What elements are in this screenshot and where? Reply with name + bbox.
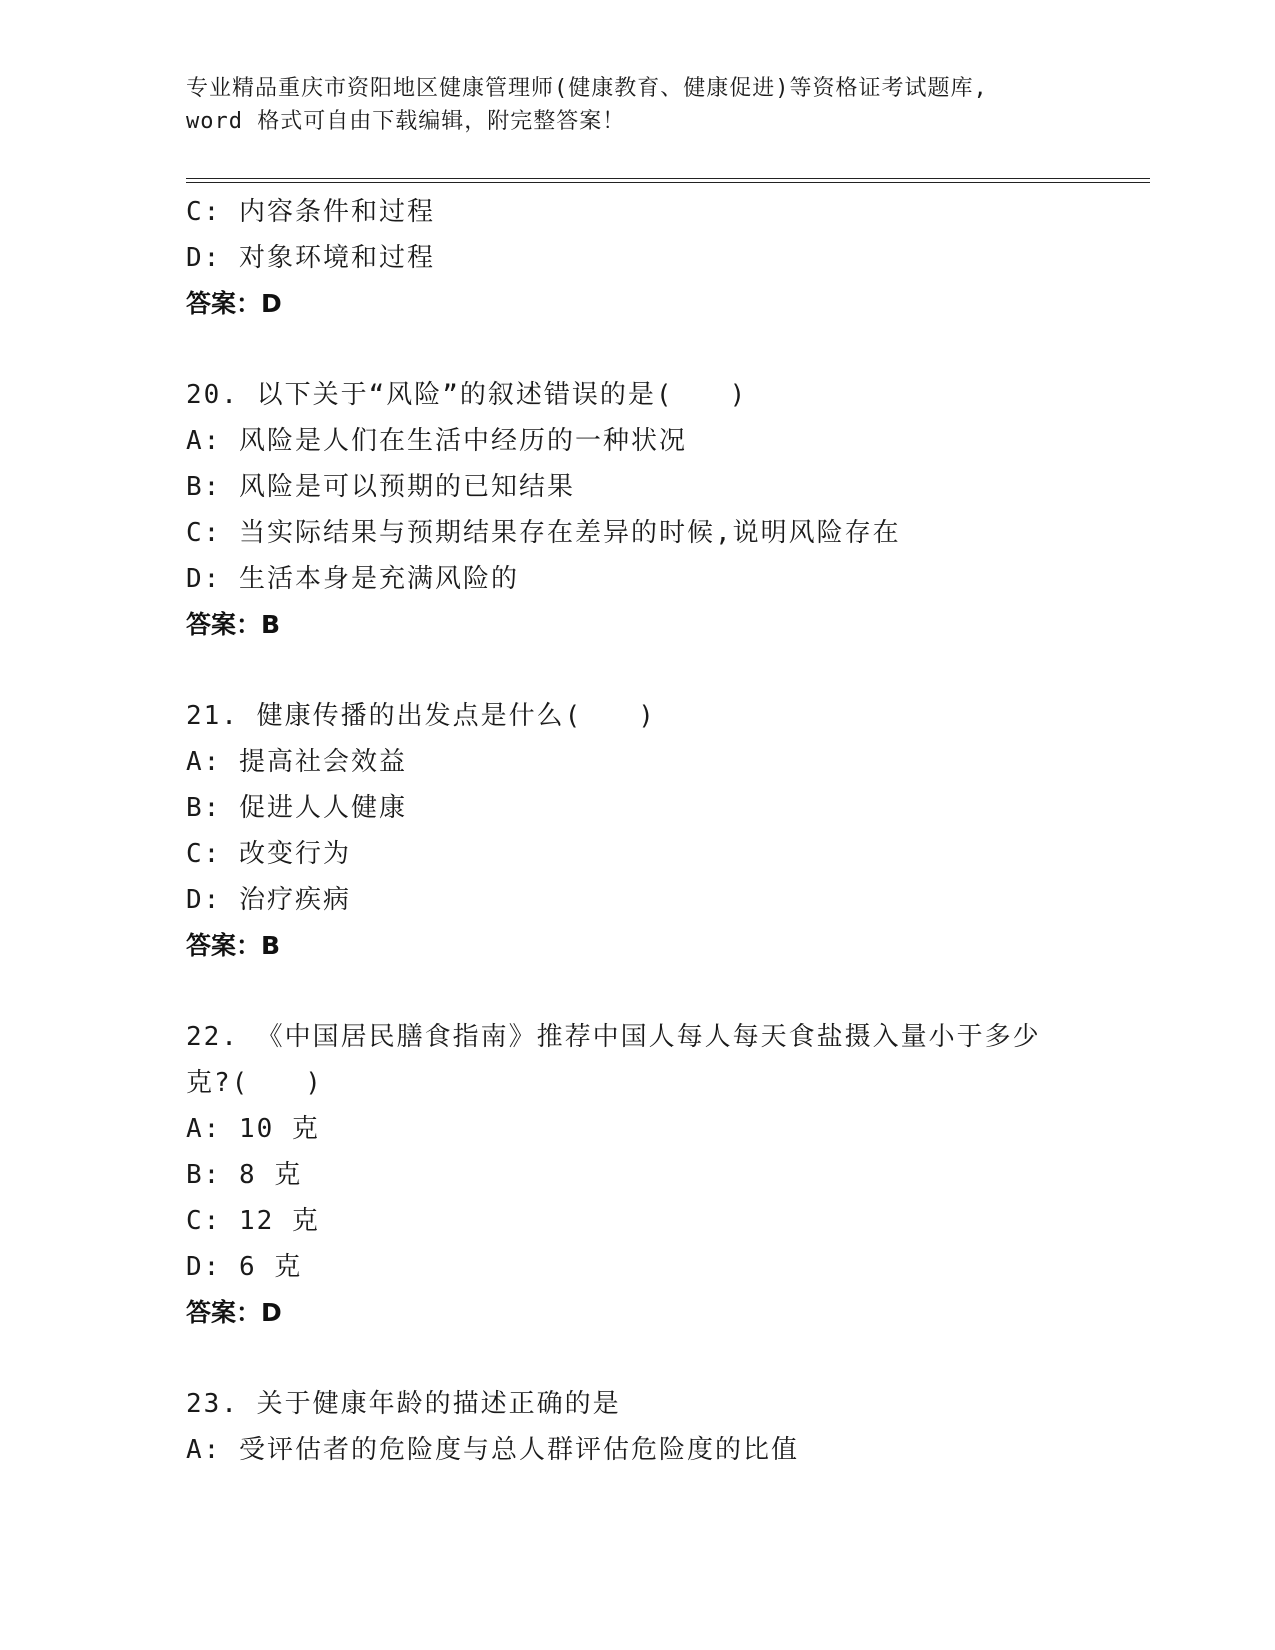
option-d: D: 治疗疾病 — [186, 885, 351, 915]
question-20 — [186, 372, 1086, 648]
question-text-line-2: 克?( ) — [186, 1068, 323, 1098]
question-list — [186, 189, 1086, 1473]
option-b: B: 8 克 — [186, 1160, 303, 1190]
spacer — [186, 969, 1086, 1014]
spacer — [186, 1336, 1086, 1381]
option-a: A: 受评估者的危险度与总人群评估危险度的比值 — [186, 1435, 799, 1465]
option-b: B: 风险是可以预期的已知结果 — [186, 472, 575, 502]
option-c: C: 内容条件和过程 — [186, 197, 435, 227]
question-text-line-1: 22. 《中国居民膳食指南》推荐中国人每人每天食盐摄入量小于多少 — [186, 1022, 1041, 1052]
spacer — [186, 648, 1086, 693]
option-d: D: 6 克 — [186, 1252, 303, 1282]
question-23 — [186, 1381, 1086, 1473]
option-c: C: 12 克 — [186, 1206, 320, 1236]
header-divider-top — [186, 178, 1150, 179]
option-d: D: 对象环境和过程 — [186, 243, 435, 273]
answer-label: 答案：B — [186, 931, 281, 960]
spacer — [186, 327, 1086, 372]
question-text: 20. 以下关于“风险”的叙述错误的是( ) — [186, 380, 748, 410]
option-c: C: 当实际结果与预期结果存在差异的时候,说明风险存在 — [186, 518, 901, 548]
option-a: A: 提高社会效益 — [186, 747, 407, 777]
option-b: B: 促进人人健康 — [186, 793, 407, 823]
question-22 — [186, 1014, 1086, 1336]
answer-label: 答案：B — [186, 610, 281, 639]
header-divider-bottom — [186, 182, 1150, 183]
header-title-line-2: word 格式可自由下载编辑，附完整答案！ — [186, 109, 626, 134]
question-21 — [186, 693, 1086, 969]
option-c: C: 改变行为 — [186, 839, 351, 869]
question-text: 21. 健康传播的出发点是什么( ) — [186, 701, 656, 731]
answer-label: 答案：D — [186, 289, 282, 318]
option-a: A: 风险是人们在生活中经历的一种状况 — [186, 426, 687, 456]
document-header — [186, 72, 1066, 138]
option-d: D: 生活本身是充满风险的 — [186, 564, 519, 594]
header-title-line-1: 专业精品重庆市资阳地区健康管理师(健康教育、健康促进)等资格证考试题库, — [186, 76, 988, 101]
question-19-fragment — [186, 189, 1086, 327]
answer-label: 答案：D — [186, 1298, 282, 1327]
question-text: 23. 关于健康年龄的描述正确的是 — [186, 1389, 621, 1419]
option-a: A: 10 克 — [186, 1114, 320, 1144]
